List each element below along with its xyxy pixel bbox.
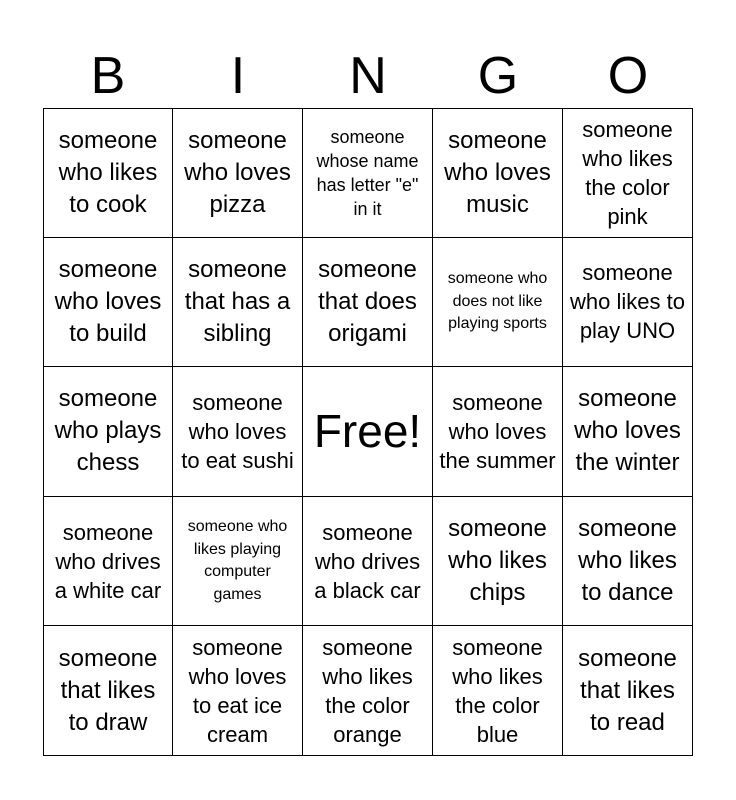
bingo-cell[interactable] bbox=[173, 238, 303, 368]
bingo-cell[interactable] bbox=[563, 497, 693, 627]
bingo-cell[interactable] bbox=[303, 238, 433, 368]
bingo-cell[interactable] bbox=[563, 367, 693, 497]
cell-text: someone that has a sibling bbox=[184, 255, 291, 347]
cell-text: someone who loves the summer bbox=[439, 389, 556, 473]
header-letter-i: I bbox=[230, 47, 246, 105]
header-letter-g: G bbox=[477, 47, 519, 105]
bingo-board bbox=[43, 108, 693, 756]
cell-text: someone who loves to build bbox=[54, 255, 162, 347]
cell-text: someone who likes chips bbox=[448, 515, 547, 607]
cell-text: someone who loves pizza bbox=[184, 126, 291, 218]
free-space[interactable] bbox=[303, 367, 433, 497]
bingo-cell[interactable] bbox=[43, 238, 173, 368]
cell-text: someone who likes to play UNO bbox=[570, 260, 685, 344]
free-space-label: Free! bbox=[313, 405, 422, 458]
cell-text: someone who likes the color pink bbox=[582, 116, 673, 229]
cell-text: someone who loves to eat ice cream bbox=[188, 634, 287, 747]
bingo-cell[interactable] bbox=[563, 238, 693, 368]
bingo-cell[interactable] bbox=[173, 108, 303, 238]
cell-text: someone who loves to eat sushi bbox=[181, 389, 294, 473]
cell-text: someone who plays chess bbox=[54, 385, 162, 477]
cell-text: someone that likes to draw bbox=[58, 644, 158, 736]
cell-text: someone that likes to read bbox=[578, 644, 677, 736]
bingo-cell[interactable] bbox=[303, 497, 433, 627]
bingo-cell[interactable] bbox=[433, 367, 563, 497]
bingo-cell[interactable] bbox=[433, 238, 563, 368]
cell-text: someone who likes playing computer games bbox=[187, 518, 288, 603]
bingo-cell[interactable] bbox=[173, 626, 303, 756]
bingo-cell[interactable] bbox=[173, 367, 303, 497]
bingo-cell[interactable] bbox=[433, 108, 563, 238]
bingo-cell[interactable] bbox=[173, 497, 303, 627]
bingo-cell[interactable] bbox=[303, 108, 433, 238]
bingo-cell[interactable] bbox=[563, 626, 693, 756]
bingo-cell[interactable] bbox=[43, 367, 173, 497]
cell-text: someone who drives a black car bbox=[314, 519, 421, 603]
bingo-cell[interactable] bbox=[43, 497, 173, 627]
cell-text: someone who loves music bbox=[444, 126, 551, 218]
bingo-header bbox=[43, 44, 693, 108]
cell-text: someone who loves the winter bbox=[574, 385, 681, 477]
cell-text: someone who likes to cook bbox=[58, 126, 158, 218]
bingo-cell[interactable] bbox=[43, 108, 173, 238]
header-letter-b: B bbox=[90, 47, 126, 105]
bingo-cell[interactable] bbox=[43, 626, 173, 756]
bingo-cell[interactable] bbox=[433, 626, 563, 756]
header-letter-o: O bbox=[607, 47, 649, 105]
cell-text: someone who likes the color blue bbox=[452, 634, 543, 747]
bingo-cell[interactable] bbox=[433, 497, 563, 627]
cell-text: someone who does not like playing sports bbox=[447, 270, 548, 333]
cell-text: someone that does origami bbox=[318, 255, 417, 347]
header-letter-n: N bbox=[349, 47, 387, 105]
cell-text: someone who likes the color orange bbox=[322, 634, 413, 747]
cell-text: someone who drives a white car bbox=[54, 519, 162, 603]
cell-text: someone whose name has letter "e" in it bbox=[316, 126, 419, 219]
bingo-cell[interactable] bbox=[563, 108, 693, 238]
cell-text: someone who likes to dance bbox=[578, 515, 677, 607]
bingo-cell[interactable] bbox=[303, 626, 433, 756]
